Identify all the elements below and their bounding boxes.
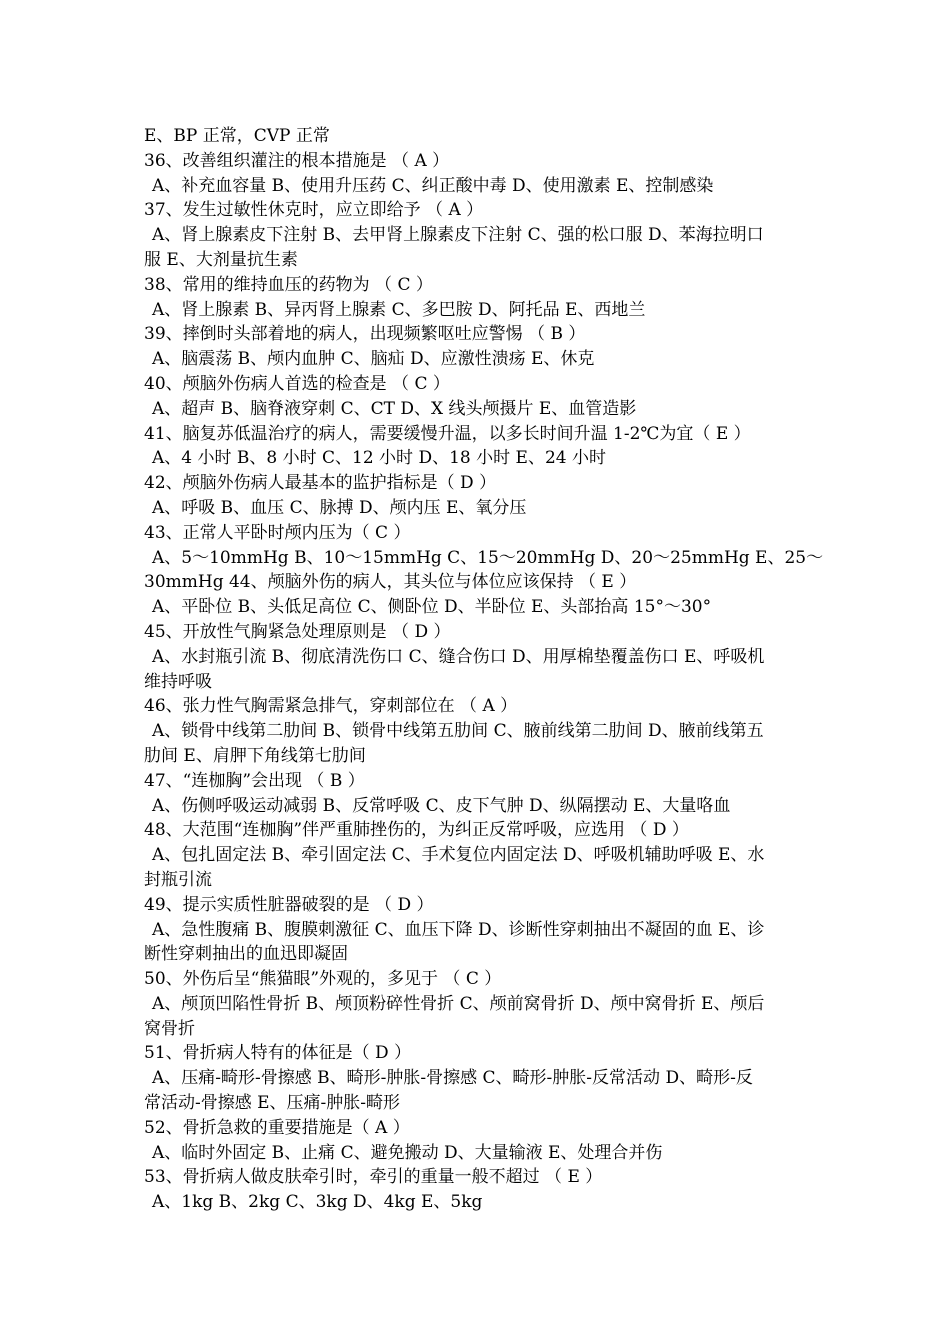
question-line: 常活动-骨擦感 E、压痛-肿胀-畸形 bbox=[144, 1093, 401, 1114]
question-line: 53、骨折病人做皮肤牵引时，牵引的重量一般不超过 （ E ） bbox=[144, 1167, 603, 1188]
question-line: 36、改善组织灌注的根本措施是 （ A ） bbox=[144, 150, 450, 171]
question-line: 肋间 E、肩胛下角线第七肋间 bbox=[144, 745, 366, 766]
answer-options-line: A、平卧位 B、头低足高位 C、侧卧位 D、半卧位 E、头部抬高 15°～30° bbox=[152, 597, 712, 618]
question-line: 41、脑复苏低温治疗的病人，需要缓慢升温，以多长时间升温 1-2℃为宜（ E ） bbox=[144, 423, 751, 444]
answer-options-line: A、急性腹痛 B、腹膜刺激征 C、血压下降 D、诊断性穿刺抽出不凝固的血 E、诊 bbox=[152, 919, 765, 940]
question-line: E、BP 正常，CVP 正常 bbox=[144, 126, 330, 146]
question-line: 48、大范围“连枷胸”伴严重肺挫伤的，为纠正反常呼吸，应选用 （ D ） bbox=[144, 820, 689, 841]
question-line: 30mmHg 44、颅脑外伤的病人，其头位与体位应该保持 （ E ） bbox=[144, 572, 637, 593]
answer-options-line: A、压痛-畸形-骨擦感 B、畸形-肿胀-骨擦感 C、畸形-肿胀-反常活动 D、畸形-反 bbox=[152, 1068, 753, 1089]
question-line: 40、颅脑外伤病人首选的检查是 （ C ） bbox=[144, 373, 450, 394]
question-line: 42、颅脑外伤病人最基本的监护指标是（ D ） bbox=[144, 473, 497, 494]
question-line: 断性穿刺抽出的血迅即凝固 bbox=[144, 944, 348, 965]
answer-options-line: A、包扎固定法 B、牵引固定法 C、手术复位内固定法 D、呼吸机辅助呼吸 E、水 bbox=[152, 845, 765, 866]
question-line: 维持呼吸 bbox=[144, 671, 212, 692]
answer-options-line: A、补充血容量 B、使用升压药 C、纠正酸中毒 D、使用激素 E、控制感染 bbox=[152, 175, 714, 196]
answer-options-line: A、4 小时 B、8 小时 C、12 小时 D、18 小时 E、24 小时 bbox=[152, 448, 606, 469]
question-line: 43、正常人平卧时颅内压为（ C ） bbox=[144, 522, 411, 543]
question-line: 45、开放性气胸紧急处理原则是 （ D ） bbox=[144, 621, 451, 642]
question-line: 47、“连枷胸”会出现 （ B ） bbox=[144, 770, 365, 791]
answer-options-line: A、颅顶凹陷性骨折 B、颅顶粉碎性骨折 C、颅前窝骨折 D、颅中窝骨折 E、颅后 bbox=[152, 993, 765, 1014]
question-line: 51、骨折病人特有的体征是（ D ） bbox=[144, 1043, 412, 1064]
answer-options-line: A、超声 B、脑脊液穿刺 C、CT D、X 线头颅摄片 E、血管造影 bbox=[152, 398, 637, 419]
answer-options-line: A、5～10mmHg B、10～15mmHg C、15～20mmHg D、20～25mmHg E、25～ bbox=[152, 547, 824, 568]
answer-options-line: A、水封瓶引流 B、彻底清洗伤口 C、缝合伤口 D、用厚棉垫覆盖伤口 E、呼吸机 bbox=[152, 646, 765, 667]
answer-options-line: A、肾上腺素 B、异丙肾上腺素 C、多巴胺 D、阿托品 E、西地兰 bbox=[152, 299, 646, 320]
question-line: 窝骨折 bbox=[144, 1018, 195, 1039]
answer-options-line: A、锁骨中线第二肋间 B、锁骨中线第五肋间 C、腋前线第二肋间 D、腋前线第五 bbox=[152, 721, 764, 742]
question-line: 50、外伤后呈“熊猫眼”外观的，多见于 （ C ） bbox=[144, 969, 502, 990]
question-line: 服 E、大剂量抗生素 bbox=[144, 249, 298, 270]
document-page bbox=[144, 124, 824, 1215]
question-line: 封瓶引流 bbox=[144, 869, 212, 890]
question-line: 49、提示实质性脏器破裂的是 （ D ） bbox=[144, 894, 434, 915]
answer-options-line: A、呼吸 B、血压 C、脉搏 D、颅内压 E、氧分压 bbox=[152, 497, 527, 518]
question-line: 52、骨折急救的重要措施是（ A ） bbox=[144, 1117, 410, 1138]
answer-options-line: A、临时外固定 B、止痛 C、避免搬动 D、大量输液 E、处理合并伤 bbox=[152, 1142, 663, 1163]
question-line: 46、张力性气胸需紧急排气，穿刺部位在 （ A ） bbox=[144, 696, 518, 717]
answer-options-line: A、肾上腺素皮下注射 B、去甲肾上腺素皮下注射 C、强的松口服 D、苯海拉明口 bbox=[152, 225, 764, 246]
question-line: 39、摔倒时头部着地的病人，出现频繁呕吐应警惕 （ B ） bbox=[144, 324, 586, 345]
question-line: 38、常用的维持血压的药物为 （ C ） bbox=[144, 274, 433, 295]
answer-options-line: A、1kg B、2kg C、3kg D、4kg E、5kg bbox=[152, 1192, 483, 1213]
answer-options-line: A、脑震荡 B、颅内血肿 C、脑疝 D、应激性溃疡 E、休克 bbox=[152, 349, 595, 370]
answer-options-line: A、伤侧呼吸运动减弱 B、反常呼吸 C、皮下气肿 D、纵隔摆动 E、大量咯血 bbox=[152, 795, 731, 816]
question-line: 37、发生过敏性休克时，应立即给予 （ A ） bbox=[144, 200, 484, 221]
